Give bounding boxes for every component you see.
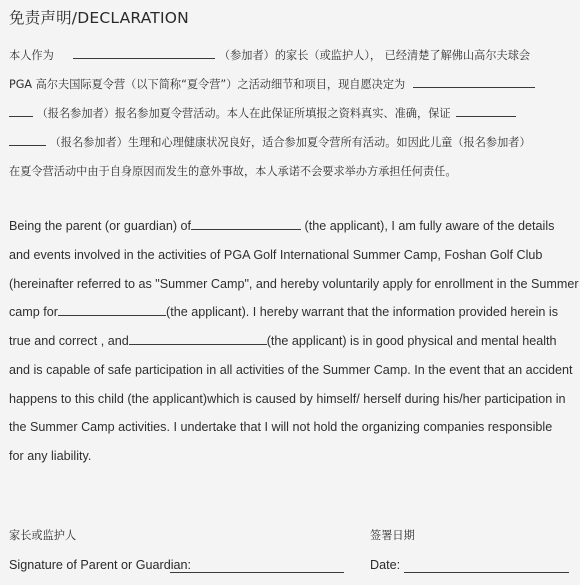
health-applicant-blank-cn-a[interactable] <box>456 103 516 117</box>
cn-line-2-text: PGA 高尔夫国际夏令营（以下简称“夏令营”）之活动细节和项目，现自愿决定为 <box>9 78 406 91</box>
en-line-4 <box>9 298 575 327</box>
cn-line-3 <box>9 99 575 128</box>
english-declaration <box>9 212 579 471</box>
en-line-3 <box>9 270 579 299</box>
enroll-applicant-blank-cn-a[interactable] <box>413 74 535 88</box>
cn-line-4 <box>9 128 575 157</box>
parent-signature-field[interactable] <box>170 558 344 573</box>
cn-line-2 <box>9 70 575 99</box>
parent-of-blank-en[interactable] <box>191 216 301 230</box>
document-title: 免责声明/DECLARATION <box>9 9 189 27</box>
en-line-4-text-b: (the applicant). I hereby warrant that the information provided herein is <box>166 305 559 320</box>
date-field[interactable] <box>404 558 569 573</box>
en-line-1 <box>9 212 575 241</box>
cn-line-5 <box>9 157 575 186</box>
en-line-8-text: the Summer Camp activities. I undertake that I will not hold the organizing companies responsible <box>9 420 553 435</box>
cn-line-4-text: （报名参加者）生理和心理健康状况良好，适合参加夏令营所有活动。如因此儿童（报名参加者） <box>49 136 531 149</box>
en-line-5-text-a: true and correct , and <box>9 334 129 348</box>
en-line-9 <box>9 442 575 471</box>
en-line-6 <box>9 356 575 385</box>
en-line-4-text-a: camp for <box>9 305 58 320</box>
en-line-1-text-a: Being the parent (or guardian) of <box>9 219 192 233</box>
enroll-applicant-blank-cn-b[interactable] <box>9 103 33 117</box>
health-applicant-blank-cn-b[interactable] <box>9 132 46 146</box>
cn-line-3-text: （报名参加者）报名参加夏令营活动。本人在此保证所填报之资料真实、准确，保证 <box>36 107 451 120</box>
cn-line-1-text-b: （参加者）的家长（或监护人）， 已经清楚了解佛山高尔夫球会 <box>218 49 531 62</box>
cn-line-1 <box>9 41 575 70</box>
en-line-2 <box>9 241 575 270</box>
en-line-3-text: (hereinafter referred to as "Summer Camp", and hereby voluntarily apply for enrollment in the Summer <box>9 276 579 291</box>
en-line-6-text: and is capable of safe participation in all activities of the Summer Camp. In the event that an accident <box>9 362 573 377</box>
parent-signature-label-en: Signature of Parent or Guardian: <box>9 558 192 572</box>
cn-line-5-text: 在夏令营活动中由于自身原因而发生的意外事故，本人承诺不会要求举办方承担任何责任。 <box>9 165 457 178</box>
en-line-5-text-b: (the applicant) is in good physical and mental health <box>266 334 557 348</box>
en-line-9-text: for any liability. <box>9 449 92 463</box>
en-line-8 <box>9 413 575 442</box>
parent-signature-label-cn: 家长或监护人 <box>9 529 77 542</box>
chinese-declaration <box>9 41 575 186</box>
en-line-7 <box>9 385 575 414</box>
en-line-2-text: and events involved in the activities of PGA Golf International Summer Camp, Foshan Golf Club <box>9 247 543 262</box>
signature-section <box>0 528 580 585</box>
en-line-1-text-b: (the applicant), I am fully aware of the details <box>304 219 555 233</box>
date-label-cn: 签署日期 <box>370 529 415 542</box>
enroll-applicant-blank-en[interactable] <box>58 302 166 316</box>
health-applicant-blank-en[interactable] <box>129 331 267 345</box>
en-line-5 <box>9 327 575 356</box>
date-label-en: Date: <box>370 558 401 572</box>
en-line-7-text: happens to this child (the applicant)which is caused by himself/ herself during his/her participation in <box>9 391 566 406</box>
parent-of-blank-cn[interactable] <box>73 45 215 59</box>
cn-line-1-text-a: 本人作为 <box>9 49 54 62</box>
